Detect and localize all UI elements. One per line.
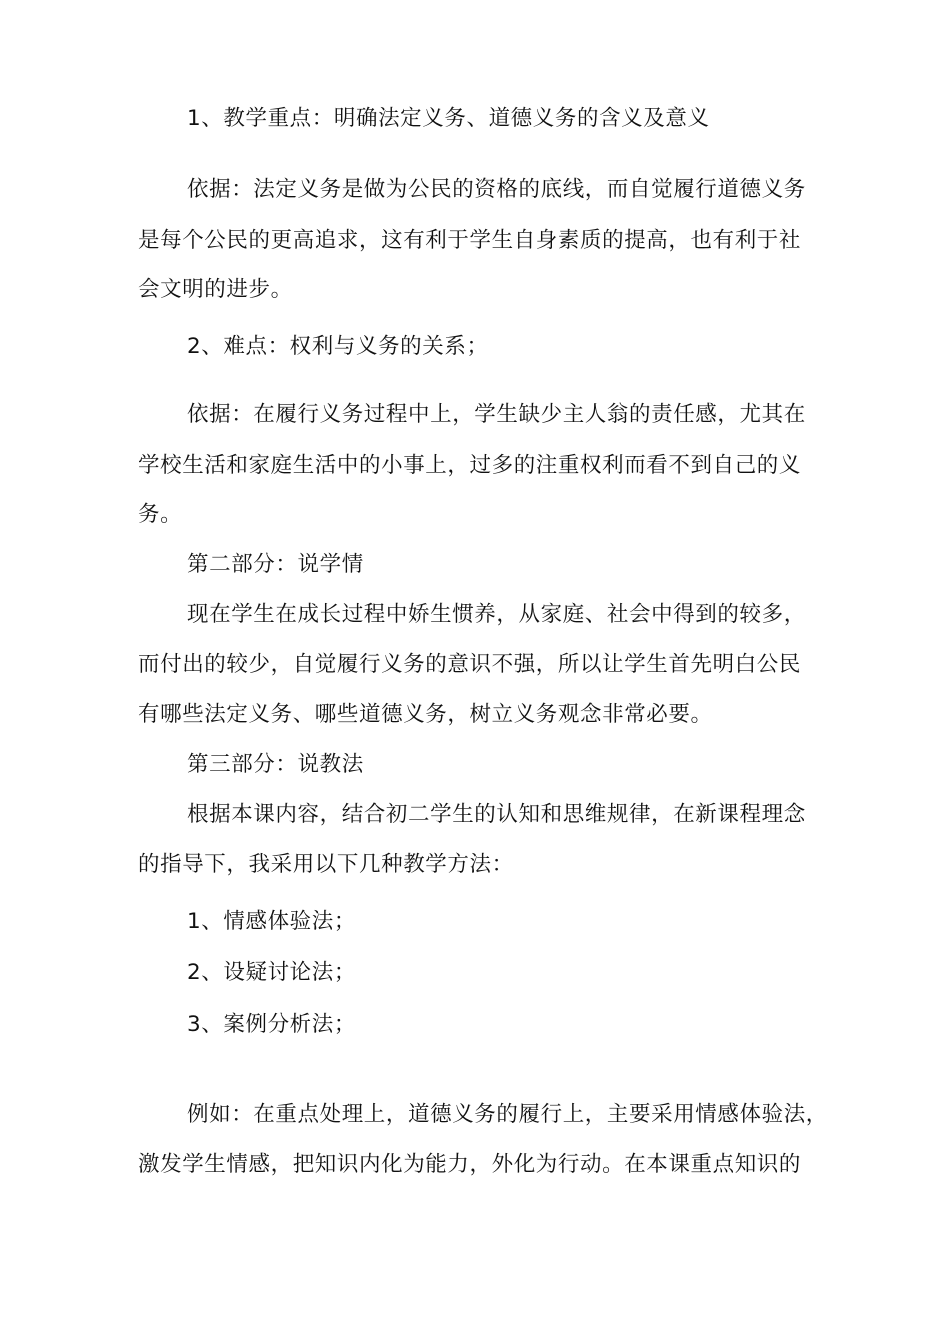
teaching-methods-intro-line-1: 根据本课内容，结合初二学生的认知和思维规律，在新课程理念 bbox=[187, 802, 806, 827]
section-teaching-methods-heading: 第三部分：说教法 bbox=[187, 752, 364, 777]
method-item-1: 1、情感体验法； bbox=[187, 909, 356, 934]
student-situation-line-1: 现在学生在成长过程中娇生惯养，从家庭、社会中得到的较多， bbox=[187, 602, 806, 627]
example-line-1: 例如：在重点处理上，道德义务的履行上，主要采用情感体验法， bbox=[187, 1102, 828, 1127]
key-point-basis-line-2: 是每个公民的更高追求，这有利于学生自身素质的提高，也有利于社 bbox=[138, 228, 802, 253]
key-point-basis-line-3: 会文明的进步。 bbox=[138, 277, 293, 302]
difficulty-heading: 2、难点：权利与义务的关系； bbox=[187, 334, 489, 359]
method-item-3: 3、案例分析法； bbox=[187, 1012, 356, 1037]
example-line-2: 激发学生情感，把知识内化为能力，外化为行动。在本课重点知识的 bbox=[138, 1152, 802, 1177]
teaching-methods-intro-line-2: 的指导下，我采用以下几种教学方法： bbox=[138, 852, 514, 877]
key-point-heading: 1、教学重点：明确法定义务、道德义务的含义及意义 bbox=[187, 106, 710, 131]
method-item-2: 2、设疑讨论法； bbox=[187, 960, 356, 985]
difficulty-basis-line-2: 学校生活和家庭生活中的小事上，过多的注重权利而看不到自己的义 bbox=[138, 453, 802, 478]
difficulty-basis-line-1: 依据：在履行义务过程中上，学生缺少主人翁的责任感，尤其在 bbox=[187, 402, 806, 427]
difficulty-basis-line-3: 务。 bbox=[138, 502, 183, 527]
student-situation-line-3: 有哪些法定义务、哪些道德义务，树立义务观念非常必要。 bbox=[138, 702, 713, 727]
key-point-basis-line-1: 依据：法定义务是做为公民的资格的底线，而自觉履行道德义务 bbox=[187, 177, 806, 202]
student-situation-line-2: 而付出的较少，自觉履行义务的意识不强，所以让学生首先明白公民 bbox=[138, 652, 802, 677]
section-student-situation-heading: 第二部分：说学情 bbox=[187, 552, 364, 577]
